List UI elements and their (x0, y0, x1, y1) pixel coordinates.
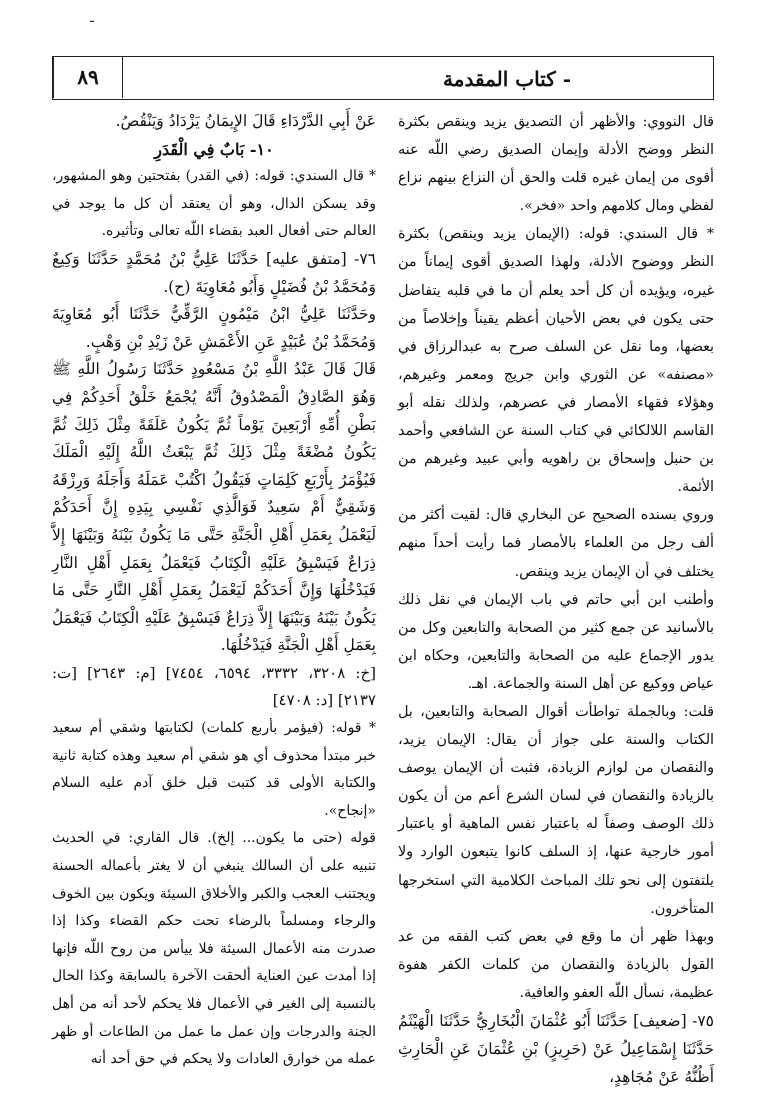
paragraph-ibn-abi-hatim: وأطنب ابن أبي حاتم في باب الإيمان في نقل ذلك بالأسانيد عن جمع كثير من الصحابة والتابعين وكل من يدور الإجماع عليه من الصحابة والتابعين، وحكاه ابن عياض ووكيع عن أهل السنة والجماعة. اهـ. (398, 591, 714, 692)
right-column (398, 108, 714, 1091)
hadith-76-isnad-2: وحَدَّثَنَا عَلِيُّ ابْنُ مَيْمُونٍ الرَّقِّيُّ حَدَّثَنَا أَبُو مُعَاوِيَةَ وَمُحَمَّدُ بْنُ عُبَيْدٍ عَنِ الأَعْمَشِ عَنْ زَيْدِ بْنِ وَهْبٍ. (52, 305, 376, 351)
page-number: ٨٩ (53, 57, 123, 98)
hadith-75: ٧٥- [ضعيف] حَدَّثَنَا أَبُو عُثْمَانَ الْبُخَارِيُّ حَدَّثَنَا الْهَيْثَمُ حَدَّثَنَا إِسْمَاعِيلُ عَنْ (حَرِيزٍ) بْنِ عُثْمَانَ عَنِ الْحَارِثِ أَظُنُّهُ عَنْ مُجَاهِدٍ، (398, 1012, 714, 1087)
left-column (52, 108, 376, 1074)
paragraph-sindi-iman: * قال السندي: قوله: (الإيمان يزيد وينقص) بكثرة النظر ووضوح الأدلة، ولهذا الصديق أقوى إيماناً من غيره، ويؤيده أن كل أحد يعلم أن ما في قلبه يتفاضل حتى يكون في بعض الأحيان أعظم يقيناً وإخلاصاً من بعضها، وما نقل عن السلف صرح به عبدالرزاق في «مصنفه» عن الثوري وابن جريج ومعمر وغيرهم، وهؤلاء فقهاء الأمصار في عصرهم، ولذلك نقله أبو القاسم اللالكائي في كتاب السنة عن الشافعي وأحمد بن حنبل وإسحاق بن راهويه وأبي عبيد وغيرهم من الأئمة. (398, 226, 714, 496)
section-heading-qadar: ١٠- بَابٌ فِي الْقَدَرِ (154, 139, 274, 159)
sindi-note-qadar: * قال السندي: قوله: (في القدر) بفتحتين وهو المشهور، وقد يسكن الدال، وهو أن يعتقد أن كل ما يوجد في العالم حتى أفعال العبد بقضاء اللّه تعالى وتأثيره. (52, 168, 376, 240)
hadith-76-text: قَالَ قَالَ عَبْدُ اللَّهِ بْنُ مَسْعُودٍ حَدَّثَنَا رَسُولُ اللَّهِ ﷺ وَهُوَ الصَّادِقُ الْمَصْدُوقُ أَنَّهُ يُجْمَعُ خَلْقُ أَحَدِكُمْ فِي بَطْنِ أُمِّهِ أَرْبَعِينَ يَوْماً ثُمَّ يَكُونُ عَلَقَةً مِثْلَ ذَلِكَ ثُمَّ يَكُونُ مُضْغَةً مِثْلَ ذَلِكَ ثُمَّ يَبْعَثُ اللَّهُ إِلَيْهِ الْمَلَكَ فَيُؤْمَرُ بِأَرْبَعِ كَلِمَاتٍ فَيَقُولُ اكْتُبْ عَمَلَهُ وَأَجَلَهُ وَرِزْقَهُ وَشَقِيٌّ أَمْ سَعِيدٌ فَوَالَّذِي نَفْسِي بِيَدِهِ إِنَّ أَحَدَكُمْ لَيَعْمَلُ بِعَمَلِ أَهْلِ الْجَنَّةِ حَتَّى مَا يَكُونُ بَيْنَهُ وَبَيْنَهَا إِلاَّ ذِرَاعٌ فَيَسْبِقُ عَلَيْهِ الْكِتَابُ فَيَعْمَلُ بِعَمَلِ أَهْلِ النَّارِ فَيَدْخُلُهَا وَإِنَّ أَحَدَكُمْ لَيَعْمَلُ بِعَمَلِ أَهْلِ النَّارِ حَتَّى مَا يَكُونُ بَيْنَهُ وَبَيْنَهَا إِلاَّ ذِرَاعٌ فَيَسْبِقُ عَلَيْهِ الْكِتَابُ فَيَعْمَلُ بِعَمَلِ أَهْلِ الْجَنَّةِ فَيَدْخُلُهَا. (52, 360, 376, 655)
paragraph-bukhari: وروي بسنده الصحيح عن البخاري قال: لقيت أكثر من ألف رجل من العلماء بالأمصار فما رأيت أحداً منهم يختلف في أن الإيمان يزيد وينقص. (398, 507, 714, 580)
note-four-words: * قوله: (فيؤمر بأربع كلمات) لكتابتها وشقي أم سعيد خبر مبتدأ محذوف أي هو شقي أم سعيد وهذه كتابة ثانية والكتابة الأولى قد كتبت قبل خلق آدم عليه السلام «إنجاح». (52, 720, 376, 819)
page-header (52, 56, 714, 100)
paragraph-nawawi: قال النووي: والأظهر أن التصديق يزيد وينقص بكثرة النظر ووضح الأدلة وإيمان الصديق رضي اللّه عنه أقوى من إيمان غيره قلت والحق أن النزاع بينهم نزاع لفظي ومال كلامهم واحد «فخر». (398, 114, 714, 215)
hadith-75-continuation: عَنْ أَبِي الدَّرْدَاءِ قَالَ الإِيمَانُ يَزْدَادُ وَيَنْقُصُ. (115, 112, 376, 130)
note-qari: قوله (حتى ما يكون... إلخ). قال القاري: في الحديث تنبيه على أن السالك ينبغي أن لا يغتر بأعماله الحسنة ويجتنب العجب والكبر والأخلاق السيئة ويكون بين الخوف والرجاء ومسلماً بالرضاء تحت حكم القضاء وكذا إذا صدرت منه الأعمال السيئة فلا ييأس من روح اللّه فإنها إذا أمدت عين العناية ألحقت الآخرة بالسابقة وكذا الحال بالنسبة إلى الغير في الأعمال فلا يحكم لأحد أنه من أهل الجنة والدرجات وإن عمل ما عمل من الطاعات أو ظهر عمله من خوارق العادات ولا يحكم في حق أحد أنه (52, 830, 376, 1068)
hadith-76-isnad: ٧٦- [متفق عليه] حَدَّثَنَا عَلِيُّ بْنُ مُحَمَّدٍ حَدَّثَنَا وَكِيعٌ وَمُحَمَّدُ بْنُ فُضَيْلٍ وَأَبُو مُعَاوِيَةَ (ح). (52, 249, 376, 296)
paragraph-fiqh-note: وبهذا ظهر أن ما وقع في بعض كتب الفقه من عد القول بالزيادة والنقصان من كلمات الكفر هفوة عظيمة، نسأل اللّه العفو والعافية. (398, 928, 714, 1001)
hadith-76-references: [خ: ٣٢٠٨، ٣٣٣٢، ٦٥٩٤، ٧٤٥٤] [م: ٢٦٤٣] [ت: ٢١٣٧] [د: ٤٧٠٨] (52, 663, 376, 710)
page-corner-mark: ـ (90, 10, 95, 26)
paragraph-conclusion: قلت: وبالجملة تواطأت أقوال الصحابة والتابعين، بل الكتاب والسنة على جواز أن يقال: الإيمان يزيد، والنقصان من لوازم الزيادة، فثبت أن الإيمان يوصف بالزيادة والنقصان في لسان الشرع أعم من أن يكون ذلك الوصف وصفاً له باعتبار نفس الماهية أو باعتبار أمور خارجية عنها، إذ السلف كانوا يتبعون الوارد ولا يلتفتون إلى نحو تلك المباحث الكلامية التي استخرجها المتأخرون. (398, 703, 714, 917)
chapter-title: - كتاب المقدمة (443, 67, 571, 91)
